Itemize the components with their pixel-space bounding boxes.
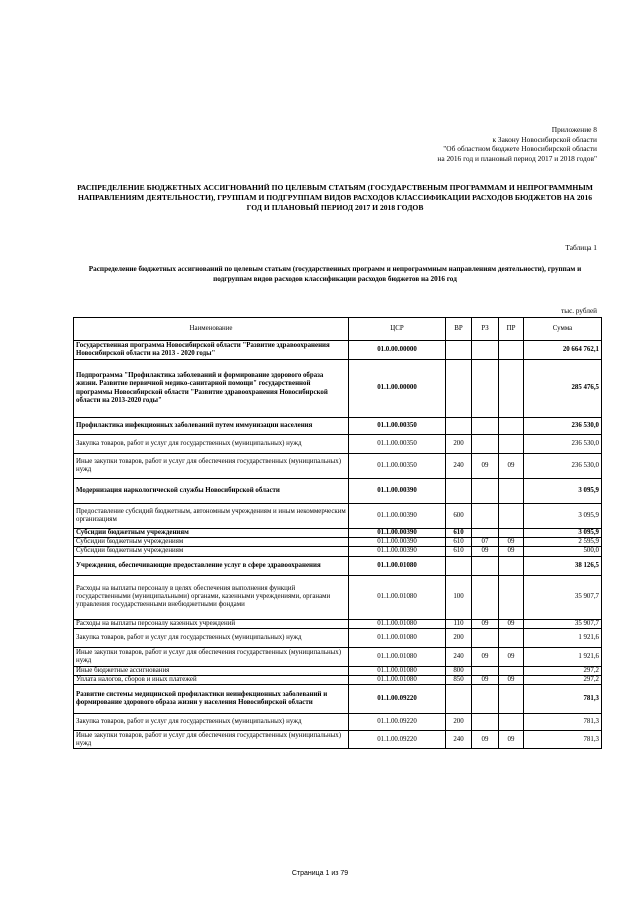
table-row [74,685,602,714]
cell-rz: 09 [472,619,499,628]
cell-csr: 01.1.00.00390 [349,538,446,547]
cell-csr: 01.1.00.09220 [349,731,446,749]
cell-csr: 01.1.00.09220 [349,714,446,731]
cell-rz: 09 [472,647,499,666]
cell-pr: 09 [499,454,524,479]
cell-csr: 01.0.00.00000 [349,341,446,360]
cell-pr [499,479,524,504]
annex-line: "Об областном бюджете Новосибирской области [443,144,597,154]
cell-pr: 09 [499,676,524,685]
cell-csr: 01.1.00.00390 [349,479,446,504]
cell-sum: 1 921,6 [524,628,602,647]
cell-csr: 01.1.00.00390 [349,529,446,538]
annex-line: к Закону Новосибирской области [492,134,597,144]
cell-sum: 236 530,0 [524,435,602,454]
cell-sum: 3 095,9 [524,529,602,538]
cell-sum: 285 476,5 [524,360,602,418]
cell-vr [446,418,472,435]
table-row [74,676,602,685]
table-body [74,341,602,749]
cell-csr: 01.1.00.01080 [349,575,446,619]
cell-name: Расходы на выплаты персоналу казенных учреждений [74,619,349,628]
cell-rz [472,666,499,675]
cell-pr [499,435,524,454]
cell-vr: 240 [446,454,472,479]
cell-sum: 35 907,7 [524,575,602,619]
cell-sum: 781,3 [524,731,602,749]
cell-name: Предоставление субсидий бюджетным, автономным учреждениям и иным некоммерческим организациям [74,504,349,529]
cell-rz: 09 [472,731,499,749]
cell-pr: 09 [499,538,524,547]
cell-pr [499,529,524,538]
table-row [74,360,602,418]
table-row [74,619,602,628]
cell-name: Иные закупки товаров, работ и услуг для обеспечения государственных (муниципальных) нужд [74,647,349,666]
table-row [74,556,602,575]
cell-vr: 610 [446,538,472,547]
cell-sum: 297,2 [524,676,602,685]
cell-vr [446,556,472,575]
cell-pr [499,504,524,529]
cell-vr: 110 [446,619,472,628]
cell-vr: 100 [446,575,472,619]
column-header-rz: РЗ [472,318,499,341]
annex-line: Приложение 8 [551,125,597,134]
cell-csr: 01.1.00.01080 [349,628,446,647]
cell-vr: 610 [446,529,472,538]
cell-rz: 09 [472,547,499,556]
cell-vr: 200 [446,628,472,647]
cell-name: Профилактика инфекционных заболеваний путем иммунизации населения [74,418,349,435]
cell-sum: 297,2 [524,666,602,675]
cell-csr: 01.1.00.00350 [349,435,446,454]
cell-vr: 240 [446,647,472,666]
cell-sum: 38 126,5 [524,556,602,575]
cell-pr: 09 [499,731,524,749]
table-row [74,504,602,529]
table-row [74,418,602,435]
cell-csr: 01.1.00.00390 [349,504,446,529]
cell-vr: 200 [446,435,472,454]
cell-pr [499,341,524,360]
cell-pr [499,418,524,435]
cell-rz [472,556,499,575]
cell-pr [499,575,524,619]
cell-csr: 01.1.00.00350 [349,454,446,479]
table-row [74,529,602,538]
cell-vr: 600 [446,504,472,529]
table-subtitle: Распределение бюджетных ассигнований по целевым статьям (государственных программ и непрограммным направлениям деятельности), группам и подгруппам видов расходов классификации расходов бюджетов на 2016 год [88,265,582,283]
cell-name: Иные бюджетные ассигнования [74,666,349,675]
cell-rz [472,504,499,529]
cell-name: Модернизация наркологической службы Новосибирской области [74,479,349,504]
cell-rz: 09 [472,676,499,685]
cell-name: Развитие системы медицинской профилактики неинфекционных заболеваний и формирование здорового образа жизни у населения Новосибирской области [74,685,349,714]
cell-sum: 3 095,9 [524,479,602,504]
cell-csr: 01.1.00.01080 [349,647,446,666]
cell-rz [472,360,499,418]
cell-rz [472,479,499,504]
cell-rz [472,628,499,647]
cell-vr: 800 [446,666,472,675]
cell-vr: 850 [446,676,472,685]
cell-csr: 01.1.00.01080 [349,676,446,685]
cell-csr: 01.1.00.01080 [349,556,446,575]
units-label: тыс. рублей [561,307,597,315]
cell-csr: 01.1.00.00350 [349,418,446,435]
table-row [74,666,602,675]
table-header-row [74,318,602,341]
cell-name: Уплата налогов, сборов и иных платежей [74,676,349,685]
cell-rz: 07 [472,538,499,547]
column-header-pr: ПР [499,318,524,341]
cell-vr [446,685,472,714]
column-header-sum: Сумма [524,318,602,341]
cell-rz [472,575,499,619]
cell-pr [499,628,524,647]
cell-rz: 09 [472,454,499,479]
cell-pr: 09 [499,547,524,556]
table-row [74,341,602,360]
cell-rz [472,529,499,538]
column-header-csr: ЦСР [349,318,446,341]
cell-rz [472,435,499,454]
cell-rz [472,685,499,714]
cell-csr: 01.1.00.00390 [349,547,446,556]
budget-table [73,317,602,749]
table-row [74,647,602,666]
cell-pr [499,714,524,731]
table-row [74,479,602,504]
cell-csr: 01.1.00.00000 [349,360,446,418]
cell-rz [472,341,499,360]
cell-pr [499,685,524,714]
cell-name: Расходы на выплаты персоналу в целях обеспечения выполнения функций государственными (муниципальными) органами, казенными учреждениями, органами управления государственными внебюджетными фондами [74,575,349,619]
cell-name: Учреждения, обеспечивающие предоставление услуг в сфере здравоохранения [74,556,349,575]
cell-pr: 09 [499,647,524,666]
cell-pr [499,666,524,675]
cell-vr [446,341,472,360]
cell-csr: 01.1.00.01080 [349,619,446,628]
cell-vr: 240 [446,731,472,749]
cell-sum: 35 907,7 [524,619,602,628]
cell-sum: 781,3 [524,714,602,731]
cell-name: Субсидии бюджетным учреждениям [74,538,349,547]
annex-line: на 2016 год и плановый период 2017 и 2018 годов" [437,153,597,163]
cell-vr: 200 [446,714,472,731]
table-row [74,538,602,547]
cell-rz [472,418,499,435]
cell-pr: 09 [499,619,524,628]
cell-sum: 500,0 [524,547,602,556]
cell-name: Закупка товаров, работ и услуг для государственных (муниципальных) нужд [74,435,349,454]
cell-sum: 3 095,9 [524,504,602,529]
table-row [74,628,602,647]
document-title: РАСПРЕДЕЛЕНИЕ БЮДЖЕТНЫХ АССИГНОВАНИЙ ПО ЦЕЛЕВЫМ СТАТЬЯМ (ГОСУДАРСТВЕНЫМ ПРОГРАММАМ И НЕПРОГРАММНЫМ НАПРАВЛЕНИЯМ ДЕЯТЕЛЬНОСТИ), ГРУППАМ И ПОДГРУППАМ ВИДОВ РАСХОДОВ КЛАССИФИКАЦИИ РАСХОДОВ БЮДЖЕТОВ НА 2016 ГОД И ПЛАНОВЫЙ ПЕРИОД 2017 И 2018 ГОДОВ [77,183,593,212]
table-row [74,435,602,454]
table-row [74,547,602,556]
cell-csr: 01.1.00.09220 [349,685,446,714]
cell-sum: 236 530,0 [524,454,602,479]
table-label: Таблица 1 [565,243,597,252]
cell-name: Закупка товаров, работ и услуг для государственных (муниципальных) нужд [74,628,349,647]
cell-rz [472,714,499,731]
page-number: Страница 1 из 79 [291,870,349,877]
column-header-vr: ВР [446,318,472,341]
table-row [74,454,602,479]
cell-sum: 781,3 [524,685,602,714]
cell-pr [499,556,524,575]
cell-name: Государственная программа Новосибирской области "Развитие здравоохранения Новосибирской области на 2013 - 2020 годы" [74,341,349,360]
cell-sum: 20 664 762,1 [524,341,602,360]
cell-vr: 610 [446,547,472,556]
cell-pr [499,360,524,418]
cell-name: Субсидии бюджетным учреждениям [74,529,349,538]
cell-name: Закупка товаров, работ и услуг для государственных (муниципальных) нужд [74,714,349,731]
cell-sum: 2 595,9 [524,538,602,547]
cell-name: Субсидии бюджетным учреждениям [74,547,349,556]
cell-name: Подпрограмма "Профилактика заболеваний и формирование здорового образа жизни. Развитие первичной медико-санитарной помощи" государственной программы Новосибирской области "Развитие здравоохранения Новосибирской области на 2013-2020 годы" [74,360,349,418]
annex-block [297,125,597,163]
cell-sum: 236 530,0 [524,418,602,435]
table-row [74,714,602,731]
cell-vr [446,479,472,504]
column-header-name: Наименование [74,318,349,341]
cell-sum: 1 921,6 [524,647,602,666]
cell-name: Иные закупки товаров, работ и услуг для обеспечения государственных (муниципальных) нужд [74,731,349,749]
table-row [74,575,602,619]
cell-vr [446,360,472,418]
cell-csr: 01.1.00.01080 [349,666,446,675]
table-row [74,731,602,749]
cell-name: Иные закупки товаров, работ и услуг для обеспечения государственных (муниципальных) нужд [74,454,349,479]
